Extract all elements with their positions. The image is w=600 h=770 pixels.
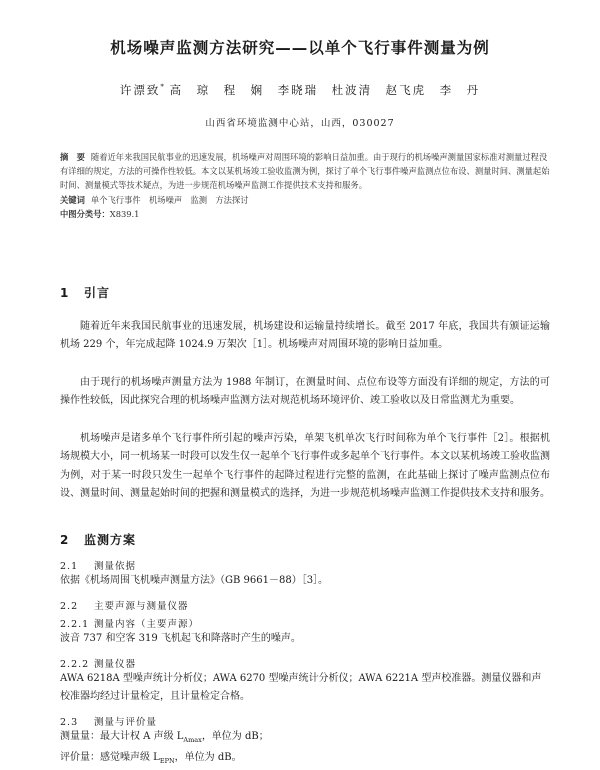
first-author: 许漂致 xyxy=(119,83,161,97)
intro-paragraph-2: 由于现行的机场噪声测量方法为 1988 年制订，在测量时间、点位布设等方面没有详细的规定，方法的可操作性较低，因此探究合理的机场噪声监测方法对规范机场环境评价、竣工验收以及日常监测尤为重要。 xyxy=(60,377,550,407)
section-heading-intro xyxy=(60,284,110,301)
section-heading-plan xyxy=(60,531,136,548)
keywords-line xyxy=(60,193,550,207)
subsection-number: 2.2.1 xyxy=(60,619,90,630)
basis-text: 依据《机场周围飞机噪声测量方法》（GB 9661－88）［3］。 xyxy=(60,575,329,586)
subsection-heading-2-3 xyxy=(60,714,157,728)
intro-paragraph-1: 随着近年来我国民航事业的迅速发展，机场建设和运输量持续增长。截至 2017 年底，我国共有颁证运输机场 229 个，年完成起降 1024.9 万架次［1］。机场噪声对周围环境的影响日益加重。 xyxy=(60,321,550,351)
paper-title: 机场噪声监测方法研究——以单个飞行事件测量为例 xyxy=(110,39,490,57)
classification-value: X839.1 xyxy=(109,209,140,219)
instrument-text: AWA 6218A 型噪声统计分析仪；AWA 6270 型噪声统计分析仪；AWA 6221A 型声校准器。测量仪器和声校准器均经过计量检定，且计量检定合格。 xyxy=(60,673,542,703)
abstract-paragraph xyxy=(60,150,550,192)
subsection-number: 2.1 xyxy=(60,561,79,572)
measurement-suffix: ，单位为 dB； xyxy=(201,731,269,742)
abstract-text: 随着近年来我国民航事业的迅速发展，机场噪声对周围环境的影响日益加重。由于现行的机场噪声测量国家标准对测量过程没有详细的规定，方法的可操作性较低。本文以某机场竣工验收监测为例，探讨了单个飞行事件噪声监测点位布设、测量时间、测量起始时间、测量模式等技术疑点，为进一步规范机场噪声监测工作提供技术支持和服务。 xyxy=(60,152,550,190)
evaluation-subscript: EPN xyxy=(159,757,175,765)
other-authors: 高 琼 程 娴 李晓瑞 杜波清 赵飞虎 李 丹 xyxy=(169,83,481,97)
measurement-subscript: Amax xyxy=(183,736,202,744)
affiliation: 山西省环境监测中心站，山西，030027 xyxy=(205,118,395,129)
section-number: 1 xyxy=(60,286,70,300)
subsection-title: 测量仪器 xyxy=(94,659,137,670)
measurement-line xyxy=(60,728,550,749)
subsection-title: 主要声源与测量仪器 xyxy=(94,601,189,612)
section-title: 引言 xyxy=(84,286,111,300)
subsection-number: 2.3 xyxy=(60,717,79,728)
subsection-number: 2.2.2 xyxy=(60,659,90,670)
classification-line xyxy=(60,207,550,221)
evaluation-suffix: ，单位为 dB。 xyxy=(174,752,242,763)
corresponding-mark: * xyxy=(160,83,164,92)
content-text: 波音 737 和空客 319 飞机起飞和降落时产生的噪声。 xyxy=(60,633,301,644)
keywords-label: 关键词 xyxy=(60,195,85,205)
measurement-prefix: 测量量：最大计权 A 声级 L xyxy=(60,731,184,742)
subsection-title: 测量内容（主要声源） xyxy=(94,619,200,630)
subsection-number: 2.2 xyxy=(60,601,79,612)
abstract-block xyxy=(60,150,550,221)
subsection-heading-2-1 xyxy=(60,558,136,572)
author-list xyxy=(0,82,600,98)
keywords-text: 单个飞行事件 机场噪声 监测 方法探讨 xyxy=(90,195,249,205)
subsection-title: 测量与评价量 xyxy=(94,717,158,728)
subsection-heading-2-2-2 xyxy=(60,656,136,670)
evaluation-prefix: 评价量：感觉噪声级 L xyxy=(60,752,160,763)
abstract-label: 摘 要 xyxy=(60,152,85,162)
subsection-title: 测量依据 xyxy=(94,561,137,572)
section-title: 监测方案 xyxy=(84,533,137,547)
classification-label: 中图分类号： xyxy=(60,209,110,219)
evaluation-line xyxy=(60,749,550,770)
subsection-heading-2-2-1 xyxy=(60,616,199,630)
subsection-heading-2-2 xyxy=(60,598,189,612)
section-number: 2 xyxy=(60,533,70,547)
intro-paragraph-3: 机场噪声是诸多单个飞行事件所引起的噪声污染，单架飞机单次飞行时间称为单个飞行事件［2］。根据机场规模大小，同一机场某一时段可以发生仅一起单个飞行事件或多起单个飞行事件。本文以某机场竣工验收监测为例，对于某一时段只发生一起单个飞行事件的起降过程进行完整的监测，在此基础上探讨了噪声监测点位布设、测量时间、测量起始时间的把握和测量模式的选择，为进一步规范机场噪声监测工作提供技术支持和服务。 xyxy=(60,433,550,500)
